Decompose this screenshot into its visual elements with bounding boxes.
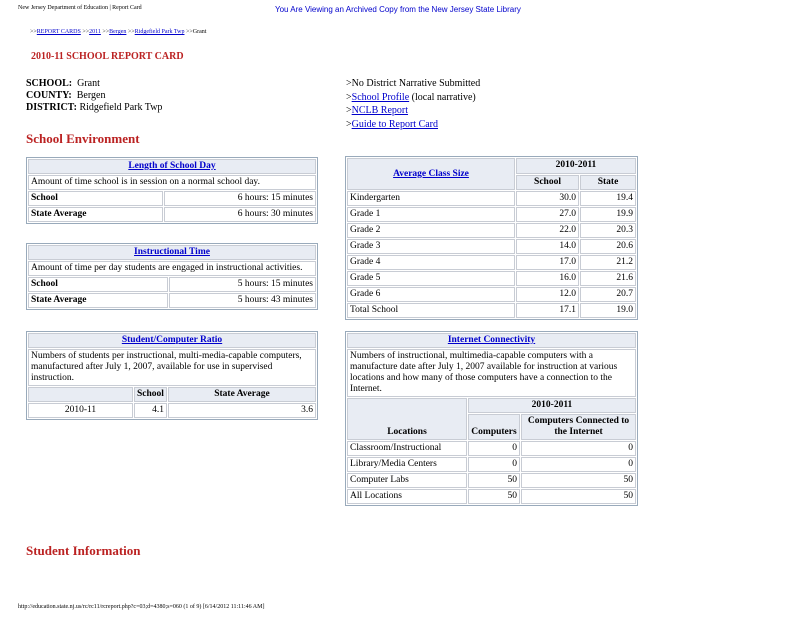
table-row: School 6 hours: 15 minutes: [28, 191, 316, 206]
archive-banner: You Are Viewing an Archived Copy from the New Jersey State Library: [275, 5, 521, 14]
instructional-time-table: [26, 243, 318, 310]
county-name: Bergen: [76, 90, 106, 101]
school-profile-link[interactable]: School Profile: [351, 91, 410, 103]
class-size-table: Average Class Size 2010-2011 School State Kindergarten 30.0 19.4 Grade 1 27.0 19.9 Grade 2 22.0 20.3 Grade 3 14.0 20.6 Grade 4 17.0 21.2 Grade 5 16.0 21.6 Grade 6 12.0 20.7 Total School 17.1 19.0: [345, 156, 638, 320]
table-row: State Average 6 hours: 30 minutes: [28, 207, 316, 222]
table-row: Grade 2 22.0 20.3: [347, 223, 636, 238]
breadcrumb-year[interactable]: 2011: [89, 29, 101, 35]
breadcrumb-report-cards[interactable]: REPORT CARDS: [36, 29, 81, 35]
table-row: Grade 1 27.0 19.9: [347, 207, 636, 222]
table-row: Computer Labs 50 50: [347, 473, 636, 488]
table-row: All Locations 50 50: [347, 489, 636, 504]
table-row: Classroom/Instructional 0 0: [347, 441, 636, 456]
school-day-desc: Amount of time school is in session on a normal school day.: [28, 175, 316, 190]
internet-desc: Numbers of instructional, multimedia-capable computers with a manufacture date after July 1, 2007 available for instruction at various locations and how many of those computers have a connection to the Internet.: [347, 349, 636, 397]
table-row: Grade 4 17.0 21.2: [347, 255, 636, 270]
table-row: Grade 3 14.0 20.6: [347, 239, 636, 254]
class-size-title-link[interactable]: Average Class Size: [393, 168, 469, 179]
guide-link[interactable]: Guide to Report Card: [351, 118, 439, 130]
district-label: DISTRICT:: [26, 102, 77, 113]
page-header-title: New Jersey Department of Education | Report Card: [18, 5, 142, 11]
breadcrumb: >>REPORT CARDS >>2011 >>Bergen >>Ridgefield Park Twp >>Grant: [30, 29, 207, 35]
computer-ratio-table: Student/Computer Ratio Numbers of students per instructional, multi-media-capable computers, manufactured after July 1, 2007, available for use in supervised instruction. School State Average 2010-11 4.1 3.6: [26, 331, 318, 420]
internet-connectivity-table: Internet Connectivity Numbers of instructional, multimedia-capable computers with a manufacture date after July 1, 2007 available for instruction at various locations and how many of those computers have a connection to the Internet. Locations 2010-2011 Computers Computers Connected to the Internet Classroom/Instructional 0 0 Library/Media Centers 0 0 Computer Labs 50 50 All Locations 50 50: [345, 331, 638, 506]
instructional-time-title-link[interactable]: Instructional Time: [134, 247, 210, 257]
page-title: 2010-11 SCHOOL REPORT CARD: [31, 51, 184, 62]
computer-ratio-title-link[interactable]: Student/Computer Ratio: [121, 335, 223, 345]
county-label: COUNTY:: [26, 90, 72, 101]
table-row: Kindergarten 30.0 19.4: [347, 191, 636, 206]
report-links: >No District Narrative Submitted >School Profile (local narrative) >NCLB Report >Guide to Report Card: [346, 78, 481, 130]
school-label: SCHOOL:: [26, 78, 73, 89]
table-row: School 5 hours: 15 minutes: [28, 277, 316, 292]
table-row: Total School 17.1 19.0: [347, 303, 636, 318]
school-info: [26, 78, 162, 114]
breadcrumb-district[interactable]: Ridgefield Park Twp: [134, 29, 185, 35]
nclb-report-link[interactable]: NCLB Report: [351, 105, 409, 116]
table-row: 2010-11 4.1 3.6: [28, 403, 316, 418]
breadcrumb-county[interactable]: Bergen: [109, 29, 127, 35]
table-row: State Average 5 hours: 43 minutes: [28, 293, 316, 308]
school-name: Grant: [77, 78, 100, 89]
school-day-title-link[interactable]: Length of School Day: [128, 161, 216, 171]
section-school-environment: School Environment: [26, 131, 140, 146]
page-footer-url: http://education.state.nj.us/rc/rc11/rcreport.php?c=03;d=4380;s=060 (1 of 9) [6/14/2012 11:11:46 AM]: [18, 604, 265, 610]
internet-title-link[interactable]: Internet Connectivity: [447, 335, 536, 345]
section-student-information: Student Information: [26, 543, 141, 558]
table-row: Grade 6 12.0 20.7: [347, 287, 636, 302]
table-row: Grade 5 16.0 21.6: [347, 271, 636, 286]
breadcrumb-current: Grant: [192, 29, 207, 35]
computer-ratio-desc: Numbers of students per instructional, multi-media-capable computers, manufactured after July 1, 2007, available for use in supervised instruction.: [28, 349, 316, 386]
instructional-time-desc: Amount of time per day students are engaged in instructional activities.: [28, 261, 316, 276]
district-name: Ridgefield Park Twp: [79, 102, 163, 113]
narrative-note: >No District Narrative Submitted: [346, 78, 481, 89]
table-row: Library/Media Centers 0 0: [347, 457, 636, 472]
school-day-table: [26, 157, 318, 224]
